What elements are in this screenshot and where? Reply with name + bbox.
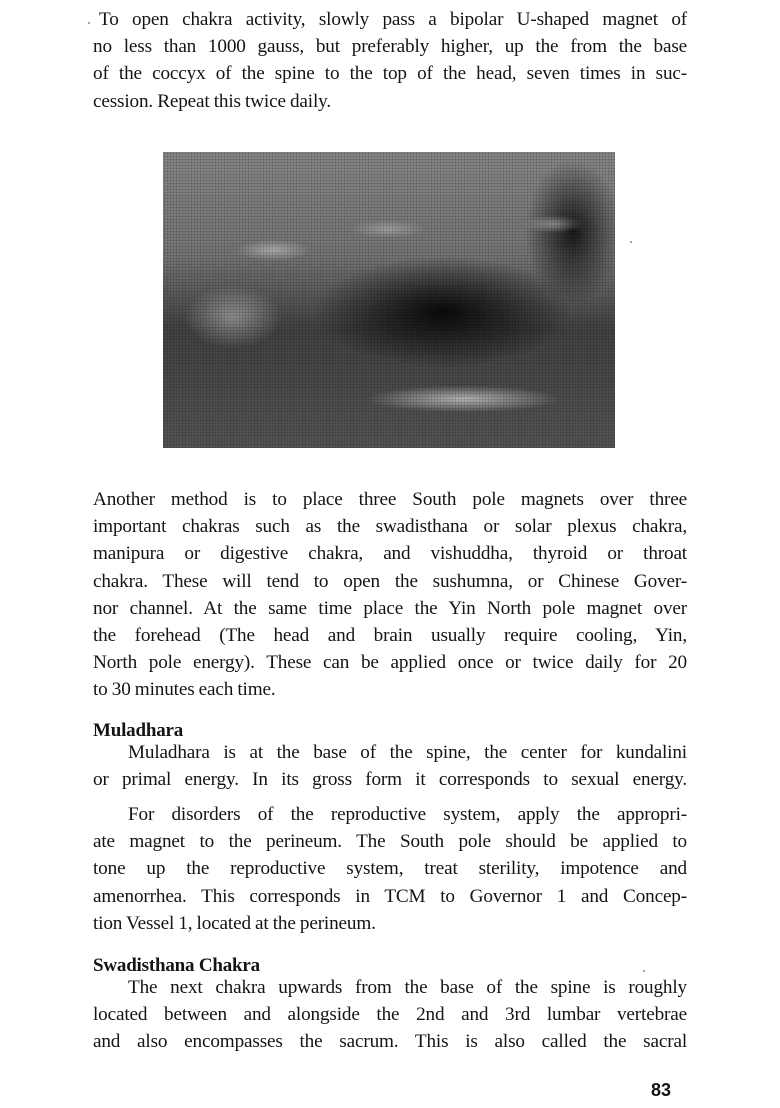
text-line: tone up the reproductive system, treat sterility, impotence and	[93, 858, 687, 880]
text-line: tion Vessel 1, located at the perineum.	[93, 912, 376, 934]
text-line: the forehead (The head and brain usually require cooling, Yin,	[93, 625, 687, 647]
text-line: no less than 1000 gauss, but preferably higher, up the from the base	[93, 36, 687, 58]
text-line: located between and alongside the 2nd and 3rd lumbar vertebrae	[93, 1004, 687, 1026]
scan-speck	[630, 241, 632, 243]
muladhara-paragraph-2	[93, 801, 687, 937]
text-line: nor channel. At the same time place the Yin North pole magnet over	[93, 597, 687, 619]
muladhara-paragraph-1	[93, 739, 687, 793]
text-line: cession. Repeat this twice daily.	[93, 90, 331, 112]
another-method-paragraph	[93, 486, 687, 704]
text-line: important chakras such as the swadisthana or solar plexus chakra,	[93, 516, 687, 538]
text-line: amenorrhea. This corresponds in TCM to Governor 1 and Concep-	[93, 885, 687, 907]
section-heading-swadisthana: Swadisthana Chakra	[93, 955, 260, 976]
intro-paragraph	[93, 6, 687, 115]
page-number: 83	[651, 1080, 672, 1100]
text-line: manipura or digestive chakra, and vishuddha, thyroid or throat	[93, 543, 687, 565]
text-line: To open chakra activity, slowly pass a bipolar U-shaped magnet of	[99, 9, 687, 30]
section-heading-muladhara: Muladhara	[93, 720, 184, 741]
text-line: Another method is to place three South pole magnets over three	[93, 489, 687, 510]
text-line: chakra. These will tend to open the sushumna, or Chinese Gover-	[93, 570, 687, 592]
scan-speck	[643, 970, 645, 972]
text-line: North pole energy). These can be applied once or twice daily for 20	[93, 652, 687, 674]
text-line: and also encompasses the sacrum. This is also called the sacral	[93, 1031, 687, 1053]
text-line: of the coccyx of the spine to the top of the head, seven times in suc-	[93, 63, 687, 85]
text-line: to 30 minutes each time.	[93, 679, 276, 701]
text-line: For disorders of the reproductive system, apply the appropri-	[128, 804, 687, 825]
figure-photo-magnet-treatment	[163, 152, 615, 448]
scan-speck	[88, 22, 90, 24]
text-line: The next chakra upwards from the base of the spine is roughly	[128, 977, 687, 998]
swadisthana-paragraph	[93, 974, 687, 1056]
text-line: or primal energy. In its gross form it corresponds to sexual energy.	[93, 769, 687, 791]
text-line: ate magnet to the perineum. The South pole should be applied to	[93, 831, 687, 853]
text-line: Muladhara is at the base of the spine, the center for kundalini	[128, 742, 687, 763]
